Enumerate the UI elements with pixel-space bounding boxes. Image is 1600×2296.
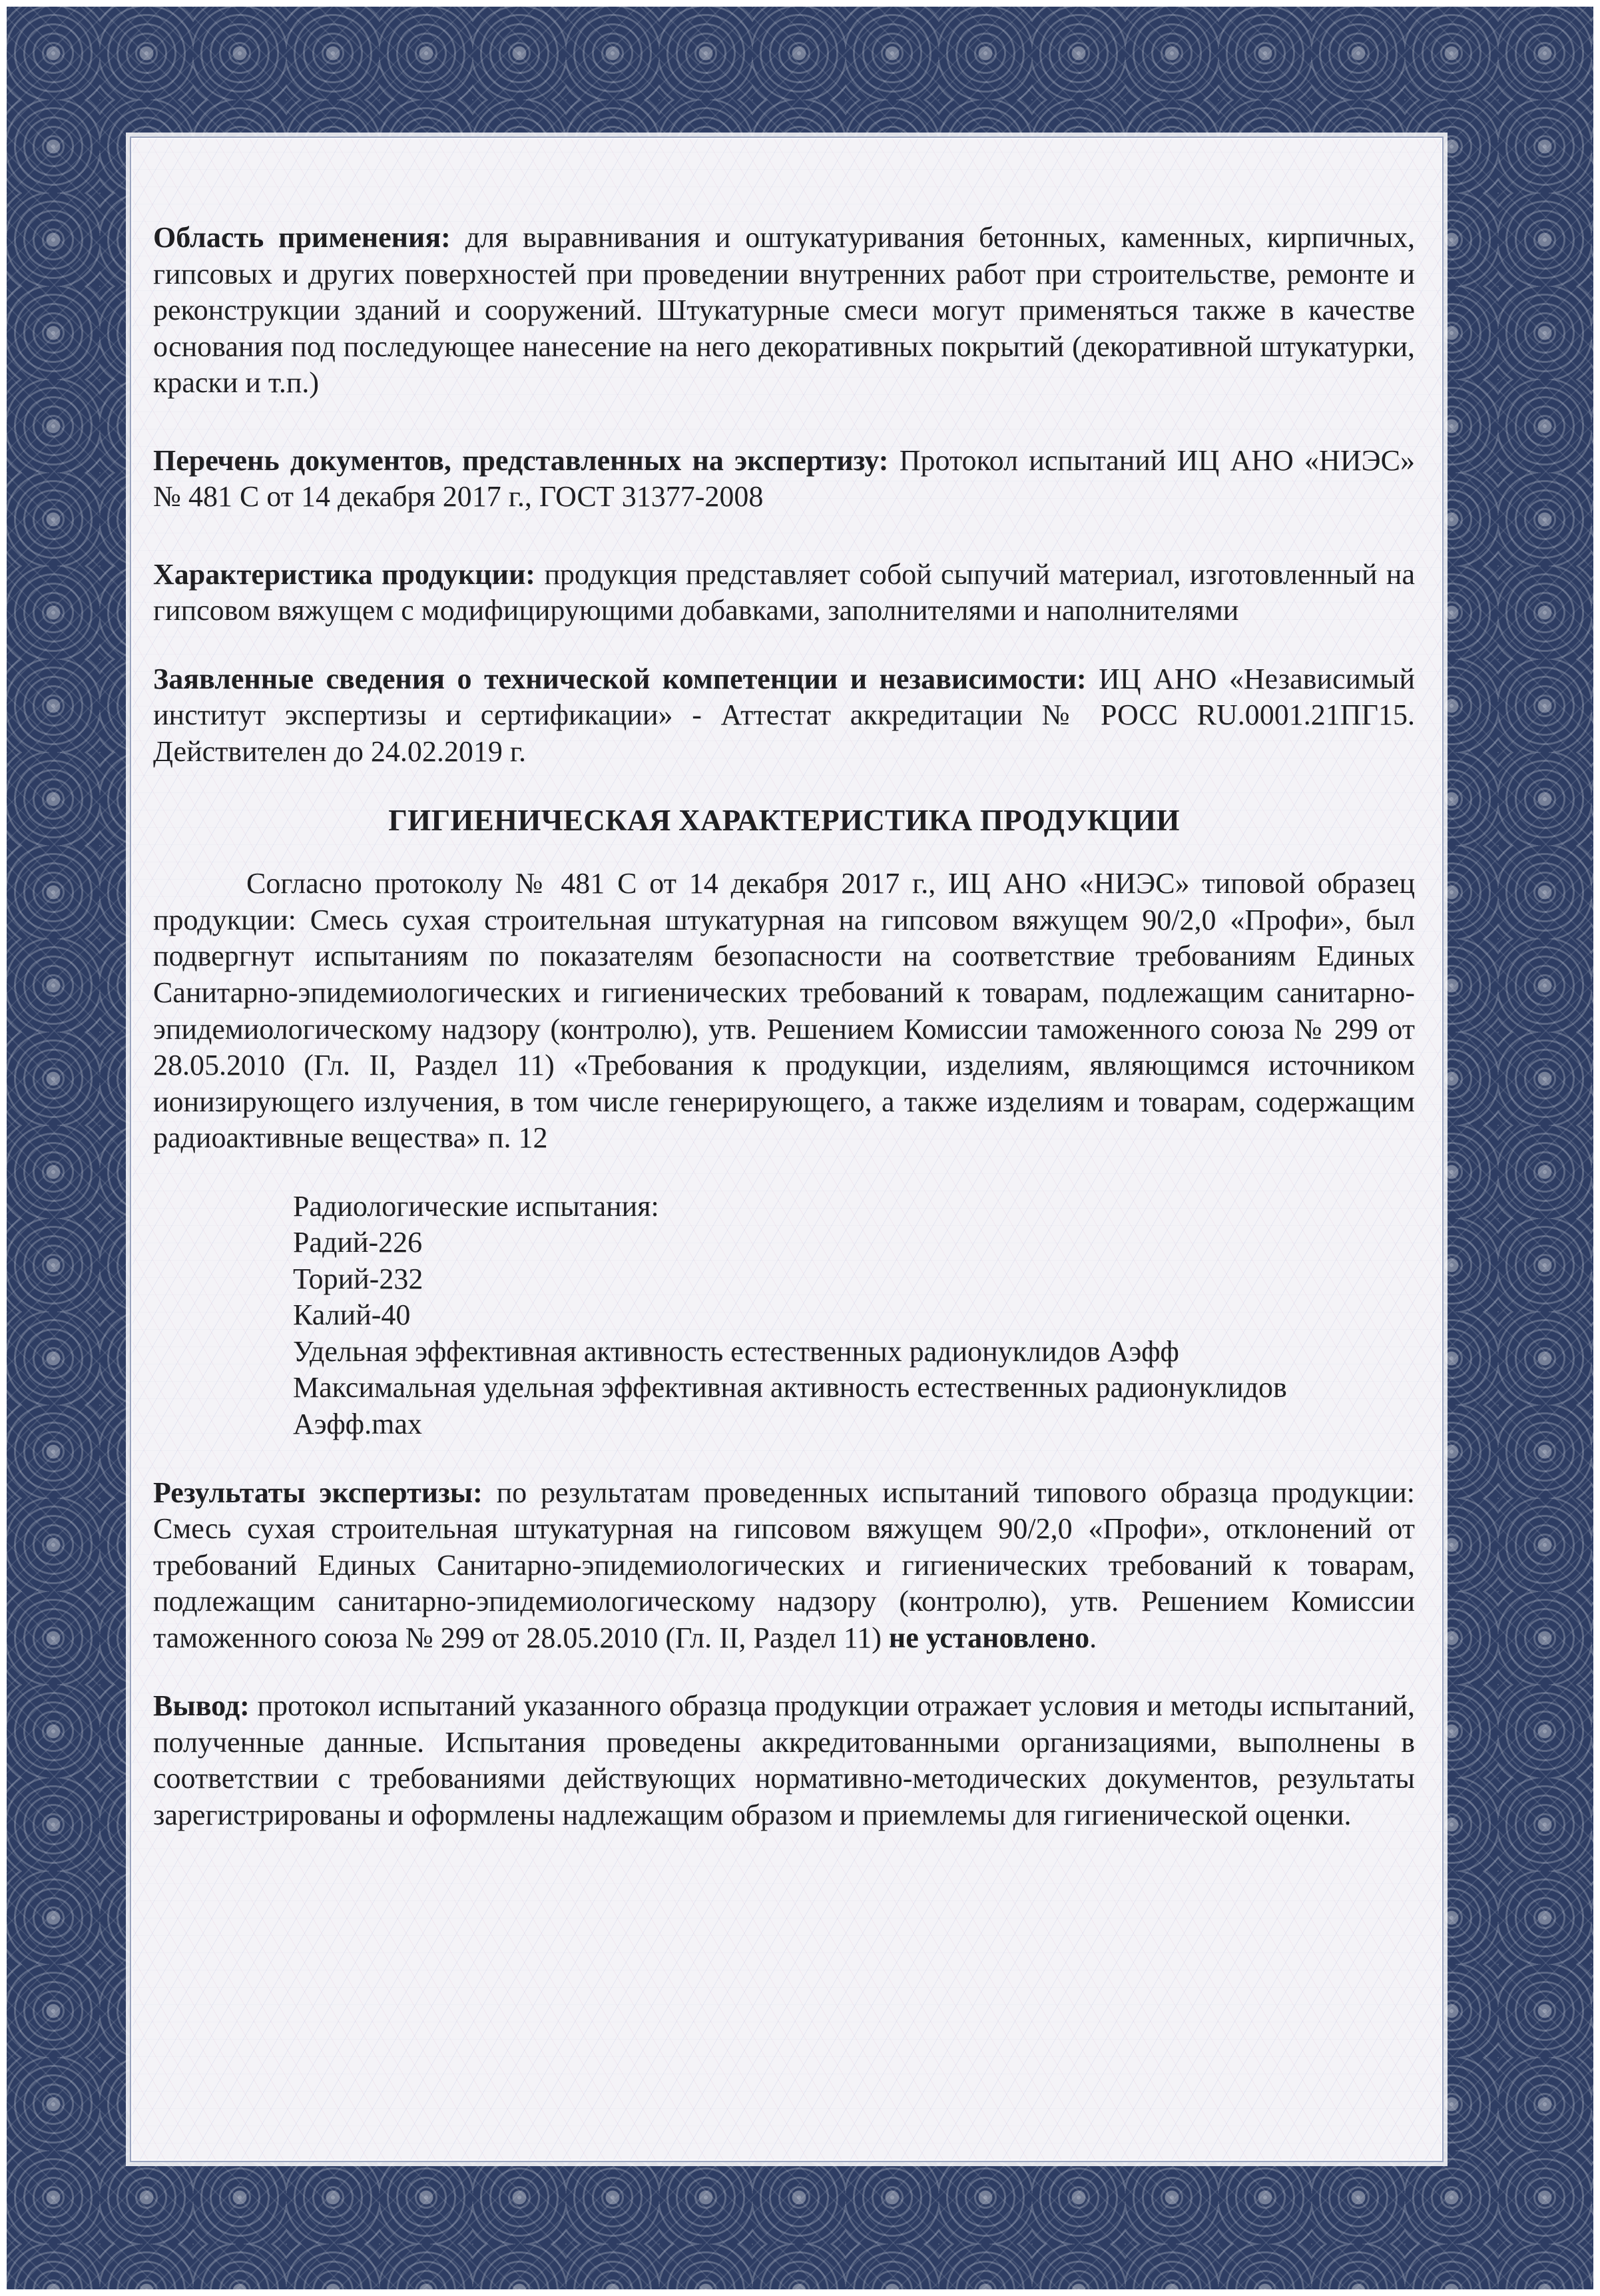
- radiology-item: Торий-232: [293, 1262, 423, 1295]
- radiology-list: [153, 1189, 1415, 1443]
- docs-text: Протокол испытаний ИЦ АНО «НИЭС» № 481 С от 14 декабря 2017 г., ГОСТ 31377-2008: [153, 443, 1415, 513]
- scope-text: для выравнивания и оштукатуривания бетонных, каменных, кирпичных, гипсовых и других поверхностей при проведении внутренних работ при строительстве, ремонте и реконструкции зданий и сооружений. Штукатурные смеси могут применяться также в качестве основания под последующее нанесение на него декоративных покрытий (декоративной штукатурки, краски и т.п.): [153, 221, 1415, 400]
- docs-label: Перечень документов, представленных на экспертизу:: [153, 443, 889, 477]
- scope-label: Область применения:: [153, 221, 451, 254]
- conclusion-label: Вывод:: [153, 1689, 250, 1723]
- competence-label: Заявленные сведения о технической компетенции и независимости:: [153, 662, 1087, 695]
- results-tail: .: [1089, 1621, 1097, 1654]
- conclusion-text: протокол испытаний указанного образца продукции отражает условия и методы испытаний, полученные данные. Испытания проведены аккредитованными организациями, выполнены в соответствии с требованиями действующих нормативно-методических документов, результаты зарегистрированы и оформлены надлежащим образом и приемлемы для гигиенической оценки.: [153, 1689, 1415, 1831]
- results-paragraph: [153, 1475, 1415, 1657]
- radiology-item: Радий-226: [293, 1226, 423, 1259]
- spacer: [153, 402, 1415, 443]
- radiology-item: Удельная эффективная активность естественных радионуклидов Аэфф: [293, 1334, 1179, 1368]
- spacer: [153, 515, 1415, 557]
- results-emphasis: не установлено: [888, 1621, 1090, 1654]
- results-text: по результатам проведенных испытаний типового образца продукции: Смесь сухая строительная штукатурная на гипсовом вяжущем 90/2,0 «Профи», отклонений от требований Единых Санитарно-эпидемиологических и гигиенических требований к товарам, подлежащим санитарно-эпидемиологическому надзору (контролю), утв. Решением Комиссии таможенного союза № 299 от 28.05.2010 (Гл. II, Раздел 11): [153, 1476, 1415, 1654]
- radiology-item: Максимальная удельная эффективная активность естественных радионуклидов Аэфф.max: [293, 1371, 1287, 1441]
- characteristics-text: продукция представляет собой сыпучий материал, изготовленный на гипсовом вяжущем с модифицирующими добавками, заполнителями и наполнителями: [153, 557, 1415, 627]
- scope-paragraph: [153, 220, 1415, 402]
- spacer: [153, 1656, 1415, 1688]
- spacer: [153, 770, 1415, 802]
- characteristics-label: Характеристика продукции:: [153, 557, 535, 591]
- hygienic-paragraph: Согласно протоколу № 481 С от 14 декабря 2017 г., ИЦ АНО «НИЭС» типовой образец продукции: Смесь сухая строительная штукатурная на гипсовом вяжущем 90/2,0 «Профи», был подвергнут испытаниям по показателям безопасности на соответствие требованиям Единых Санитарно-эпидемиологических и гигиенических требований к товарам, подлежащим санитарно-эпидемиологическому надзору (контролю), утв. Решением Комиссии таможенного союза № 299 от 28.05.2010 (Гл. II, Раздел 11) «Требования к продукции, изделиям, являющимся источником ионизирующего излучения, в том числе генерирующего, а также изделиям и товарам, содержащим радиоактивные вещества» п. 12: [153, 867, 1415, 1155]
- spacer: [153, 1443, 1415, 1475]
- document-content: [153, 220, 1415, 1833]
- radiology-item: Радиологические испытания:: [293, 1189, 659, 1223]
- spacer: [153, 629, 1415, 661]
- radiology-item: Калий-40: [293, 1298, 411, 1332]
- competence-paragraph: [153, 661, 1415, 770]
- conclusion-paragraph: [153, 1688, 1415, 1833]
- spacer: [153, 1157, 1415, 1189]
- competence-text: ИЦ АНО «Независимый институт экспертизы и сертификации» - Аттестат аккредитации № РОСС RU.0001.21ПГ15. Действителен до 24.02.2019 г.: [153, 662, 1416, 768]
- hygienic-title: ГИГИЕНИЧЕСКАЯ ХАРАКТЕРИСТИКА ПРОДУКЦИИ: [388, 803, 1180, 837]
- docs-paragraph: [153, 443, 1415, 515]
- characteristics-paragraph: [153, 557, 1415, 629]
- results-label: Результаты экспертизы:: [153, 1476, 483, 1509]
- spacer: [153, 839, 1415, 866]
